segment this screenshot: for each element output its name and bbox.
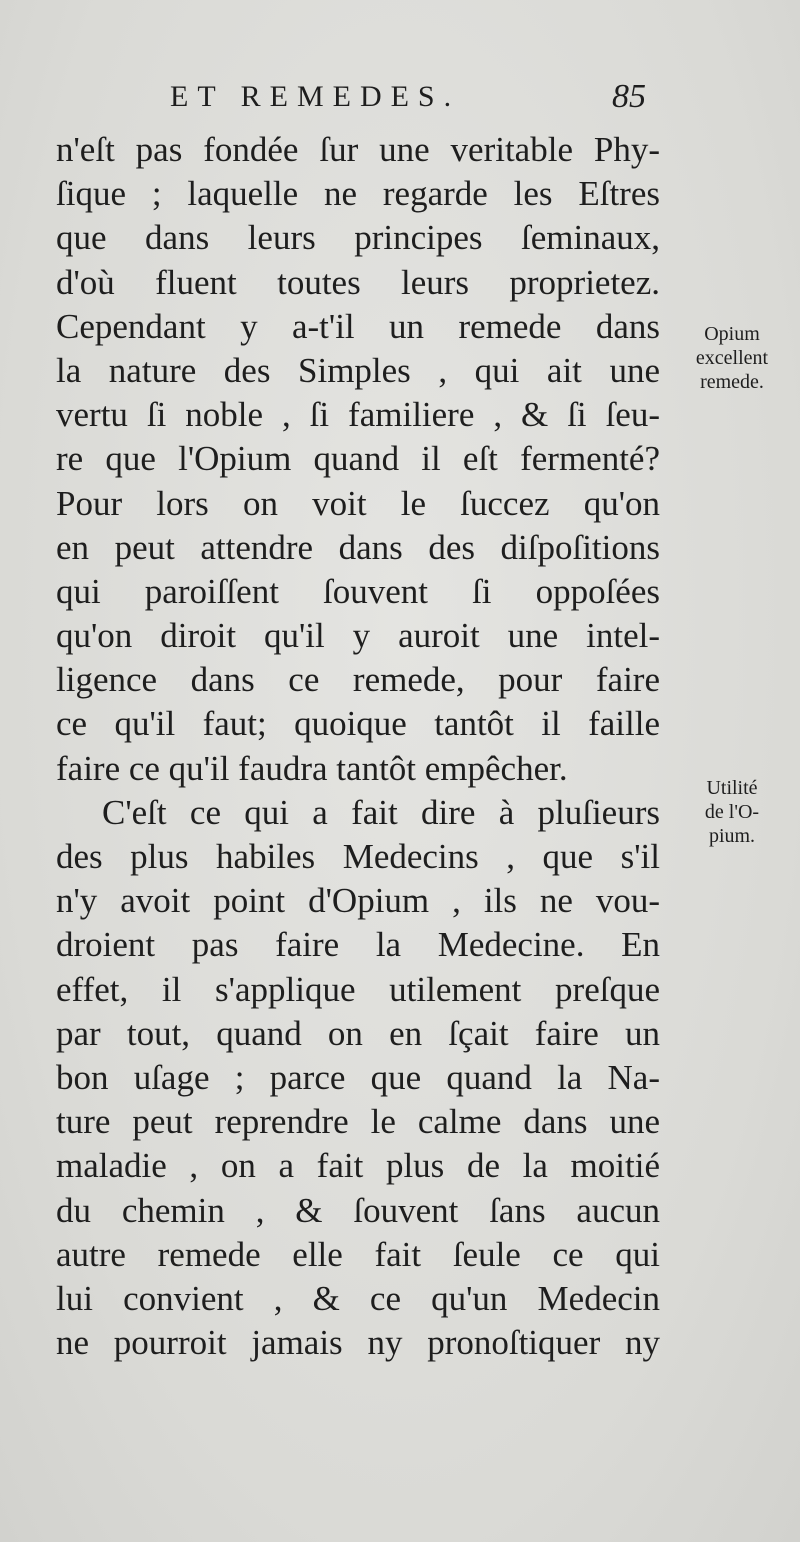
margin-note-line: Utilité — [706, 777, 758, 799]
text-line: qu'on diroit qu'il y auroit une intel- — [56, 616, 660, 656]
margin-note-opium — [664, 322, 800, 394]
text-line: ce qu'il faut; quoique tantôt il faille — [56, 704, 660, 744]
page-header — [170, 80, 650, 124]
margin-note-line: Opium — [704, 323, 760, 345]
text-line: ligence dans ce remede, pour faire — [56, 660, 660, 700]
margin-note-line: remede. — [700, 371, 764, 393]
text-line: n'y avoit point d'Opium , ils ne vou- — [56, 881, 660, 921]
text-line: faire ce qu'il faudra tantôt empêcher. — [56, 748, 568, 788]
running-title: ET REMEDES. — [170, 80, 461, 113]
margin-note-line: pium. — [708, 825, 756, 847]
text-line: ſique ; laquelle ne regarde les Eſtres — [56, 174, 660, 214]
text-line: n'eſt pas fondée ſur une veritable Phy- — [56, 130, 660, 169]
body-text — [56, 128, 660, 1365]
margin-note-utilite — [664, 776, 800, 848]
margin-note-line: de l'O- — [704, 801, 760, 823]
paragraph — [56, 791, 660, 1365]
text-line: autre remede elle fait ſeule ce qui — [56, 1234, 660, 1274]
text-line: ture peut reprendre le calme dans une — [56, 1102, 660, 1142]
paragraph — [56, 128, 660, 791]
text-line: du chemin , & ſouvent ſans aucun — [56, 1190, 660, 1230]
text-line: la nature des Simples , qui ait une — [56, 350, 660, 390]
text-line: par tout, quand on en ſçait faire un — [56, 1013, 660, 1053]
text-line: que dans leurs principes ſeminaux, — [56, 218, 660, 258]
text-line: en peut attendre dans des diſpoſitions — [56, 527, 660, 567]
text-line: bon uſage ; parce que quand la Na- — [56, 1057, 660, 1097]
text-line: ne pourroit jamais ny pronoſtiquer ny — [56, 1323, 660, 1363]
text-line: qui paroiſſent ſouvent ſi oppoſées — [56, 571, 660, 611]
text-line: re que l'Opium quand il eſt fermenté? — [56, 439, 660, 479]
text-line: des plus habiles Medecins , que s'il — [56, 837, 660, 876]
page-number: 85 — [612, 78, 646, 115]
margin-note-line: excellent — [695, 347, 769, 369]
text-line: Cependant y a-t'il un remede dans — [56, 306, 660, 346]
text-line: d'où fluent toutes leurs proprietez. — [56, 262, 660, 302]
text-line: effet, il s'applique utilement preſque — [56, 969, 660, 1009]
text-line: C'eſt ce qui a fait dire à pluſieurs — [102, 792, 660, 832]
text-line: droient pas faire la Medecine. En — [56, 925, 660, 965]
text-line: vertu ſi noble , ſi familiere , & ſi ſeu- — [56, 395, 660, 435]
text-line: Pour lors on voit le ſuccez qu'on — [56, 483, 660, 523]
text-line: lui convient , & ce qu'un Medecin — [56, 1278, 660, 1318]
text-line: maladie , on a fait plus de la moitié — [56, 1146, 660, 1186]
